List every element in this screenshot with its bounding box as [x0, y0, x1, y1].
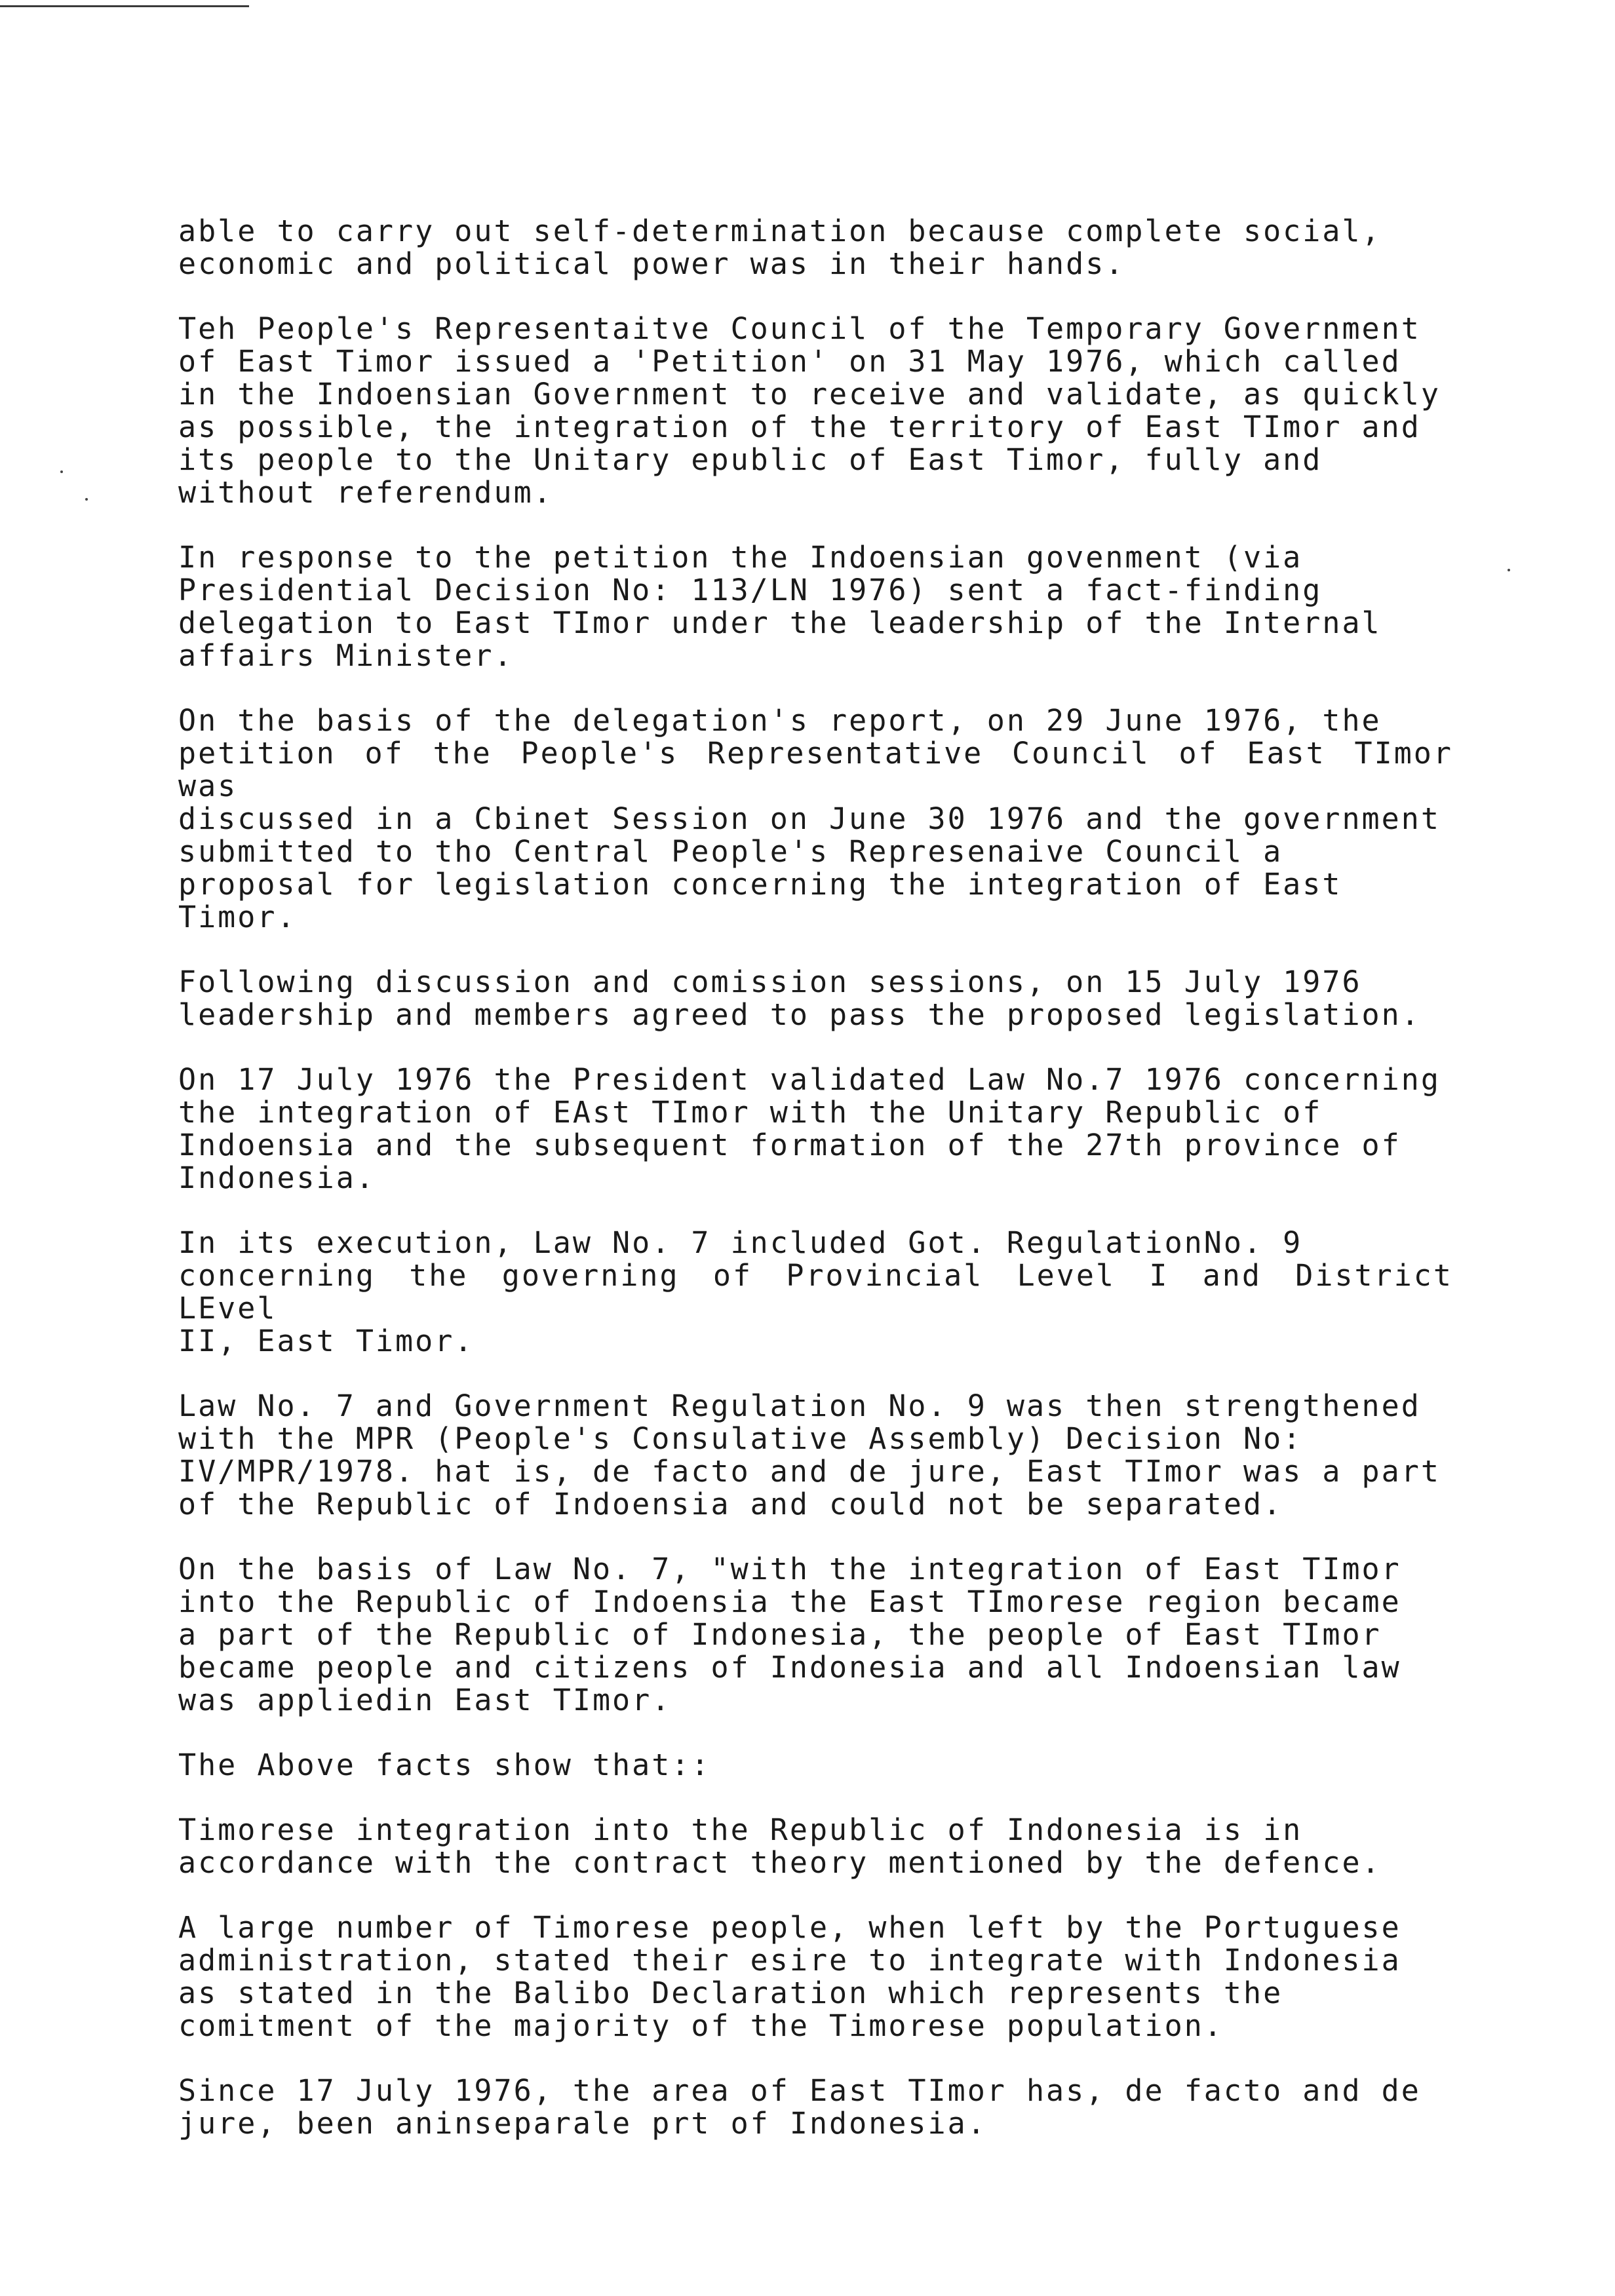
paragraph-regulation-no-9: In its execution, Law No. 7 included Got. RegulationNo. 9 concerning the governing of Provincial Level I and District LEvel II, East Timor. — [178, 1225, 1453, 1358]
margin-mark — [1508, 569, 1510, 571]
margin-mark — [85, 498, 88, 501]
paragraph-mpr-decision: Law No. 7 and Government Regulation No. 9 was then strengthened with the MPR (People's Consulative Assembly) Decision No: IV/MPR/1978. hat is, de facto and de jure, East TImor was a part of the Republic of Indoensia and could not be separated. — [178, 1388, 1441, 1521]
paragraph-law-no-7: On 17 July 1976 the President validated Law No.7 1976 concerning the integration of EAst TImor with the Unitary Republic of Indoensia and the subsequent formation of the 27th province of Indonesia. — [178, 1062, 1441, 1195]
paragraph-facts-heading: The Above facts show that:: — [178, 1748, 711, 1782]
paragraph-fact-finding: In response to the petition the Indoensian govenment (via Presidential Decision No: 113/LN 1976) sent a fact-finding delegation to East TImor under the leadership of the Internal affairs Minister. — [178, 540, 1382, 673]
paragraph-petition: Teh People's Representaitve Council of the Temporary Government of East Timor issued a 'Petition' on 31 May 1976, which called in the Indoensian Government to receive and validate, as quickly as possible, the integration of the territory of East TImor and its people to the Unitary epublic of East Timor, fully and without referendum. — [178, 311, 1441, 510]
margin-mark — [60, 470, 63, 473]
paragraph-legislation-passed: Following discussion and comission sessions, on 15 July 1976 leadership and members agreed to pass the proposed legislation. — [178, 965, 1421, 1032]
paragraph-integration-quote: On the basis of Law No. 7, "with the integration of East TImor into the Republic of Indoensia the East TImorese region became a part of the Republic of Indonesia, the people of East TImor became people and citizens of Indonesia and all Indoensian law was appliedin East TImor. — [178, 1552, 1401, 1717]
paragraph-since-1976: Since 17 July 1976, the area of East TImor has, de facto and de jure, been aninseparale prt of Indonesia. — [178, 2073, 1421, 2141]
paragraph-balibo-declaration: A large number of Timorese people, when left by the Portuguese administration, stated their esire to integrate with Indonesia as stated in the Balibo Declaration which represents the comitment of the majority of the Timorese population. — [178, 1910, 1401, 2043]
paragraph-contract-theory: Timorese integration into the Republic of Indonesia is in accordance with the contract theory mentioned by the defence. — [178, 1812, 1382, 1880]
top-rule — [0, 5, 249, 7]
paragraph-cabinet-session: On the basis of the delegation's report, on 29 June 1976, the petition of the People's Representative Council of East TImor was discussed in a Cbinet Session on June 30 1976 and the government submitted to tho Central People's Represenaive Council a proposal for legislation concerning the integration of East Timor. — [178, 703, 1453, 934]
body-text — [178, 215, 1453, 2140]
paragraph-self-determination: able to carry out self-determination because complete social, economic and political power was in their hands. — [178, 214, 1382, 281]
